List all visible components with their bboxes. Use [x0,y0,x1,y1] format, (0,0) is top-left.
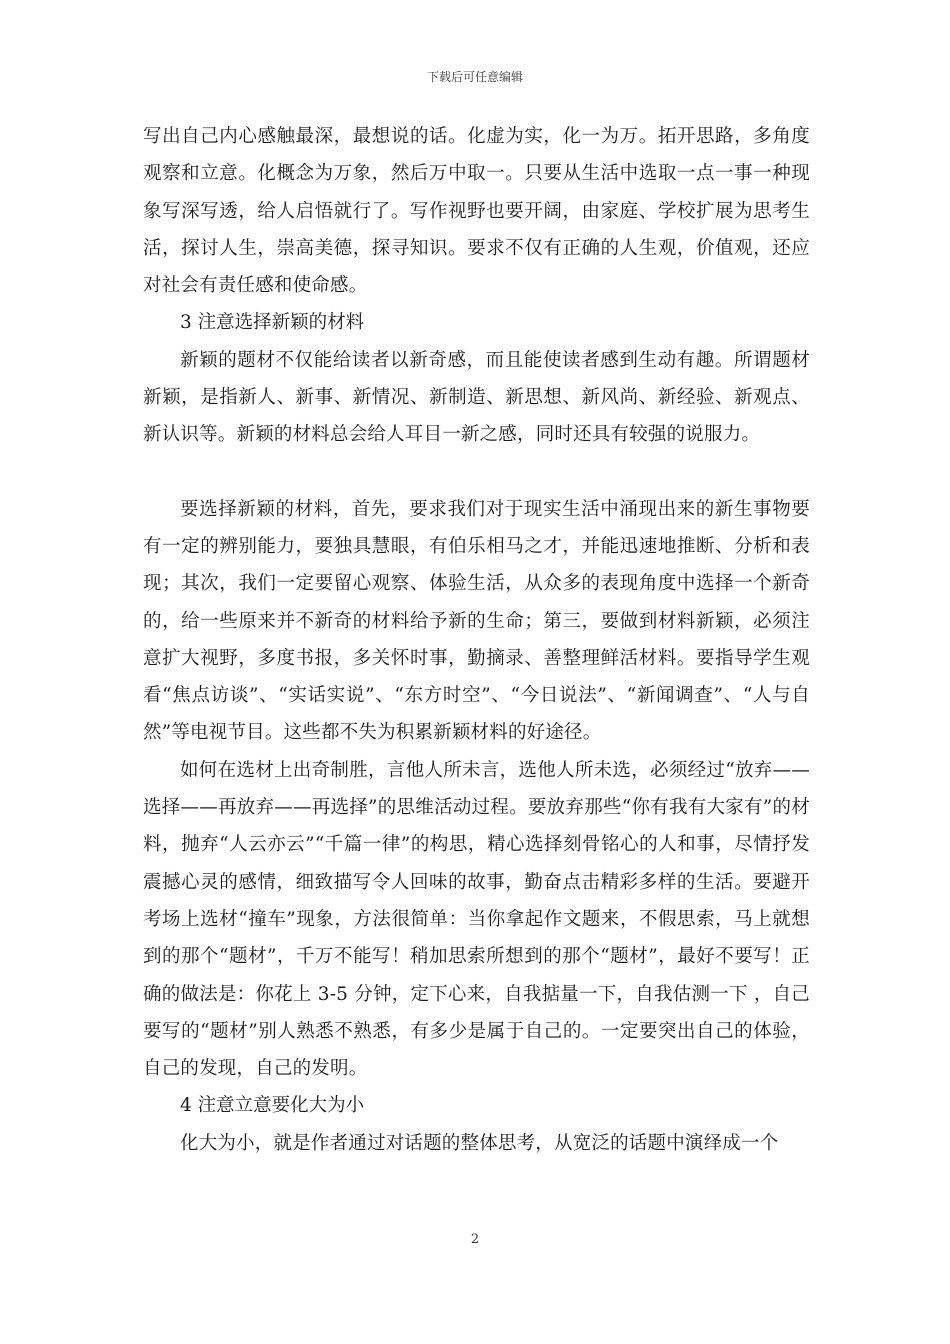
page-number: 2 [470,1232,480,1247]
section-heading-4: 4 注意立意要化大为小 [180,1095,365,1117]
document-body [143,118,810,1162]
paragraph-selection-strategy: 如何在选材上出奇制胜，言他人所未言，选他人所未选，必须经过“放弃——选择——再放弃——再选择”的思维活动过程。要放弃那些“你有我有大家有”的材料，抛弃“人云亦云”“千篇一律”的构思，精心选择刻骨铭心的人和事，尽情抒发震撼心灵的感情，细致描写令人回味的故事，勤奋点击精彩多样的生活。要避开考场上选材“撞车”现象，方法很简单：当你拿起作文题来，不假思索，马上就想到的那个“题材”，千万不能写！稍加思索所想到的那个“题材”，最好不要写！正确的做法是：你花上 3-5 分钟，定下心来，自我掂量一下，自我估测一下 ，自己要写的“题材”别人熟悉不熟悉，有多少是属于自己的。一定要突出自己的体验，自己的发现，自己的发明。 [143,759,810,1080]
section-heading-3: 3 注意选择新颖的材料 [180,312,365,334]
paragraph-narrow-theme: 化大为小，就是作者通过对话题的整体思考，从宽泛的话题中演绎成一个 [180,1132,779,1154]
paragraph-continued: 写出自己内心感触最深，最想说的话。化虚为实，化一为万。拓开思路，多角度观察和立意。化概念为万象，然后万中取一。只要从生活中选取一点一事一种现象写深写透，给人启悟就行了。写作视野也要开阔，由家庭、学校扩展为思考生活，探讨人生，崇高美德，探寻知识。要求不仅有正确的人生观，价值观，还应对社会有责任感和使命感。 [143,126,810,297]
paragraph-novel-material-intro: 新颖的题材不仅能给读者以新奇感，而且能使读者感到生动有趣。所谓题材新颖，是指新人、新事、新情况、新制造、新思想、新风尚、新经验、新观点、新认识等。新颖的材料总会给人耳目一新之感，同时还具有较强的说服力。 [143,349,810,446]
page-header: 下载后可任意编辑 [426,70,523,84]
paragraph-choosing-material: 要选择新颖的材料，首先，要求我们对于现实生活中涌现出来的新生事物要有一定的辨别能力，要独具慧眼，有伯乐相马之才，并能迅速地推断、分析和表现；其次，我们一定要留心观察、体验生活，从众多的表现角度中选择一个新奇的，给一些原来并不新奇的材料给予新的生命；第三，要做到材料新颖，必须注意扩大视野，多度书报，多关怀时事，勤摘录、善整理鲜活材料。要指导学生观看“焦点访谈”、“实话实说”、“东方时空”、“今日说法”、“新闻调查”、“人与自然”等电视节目。这些都不失为积累新颖材料的好途径。 [143,498,810,744]
blank-line [143,454,810,491]
